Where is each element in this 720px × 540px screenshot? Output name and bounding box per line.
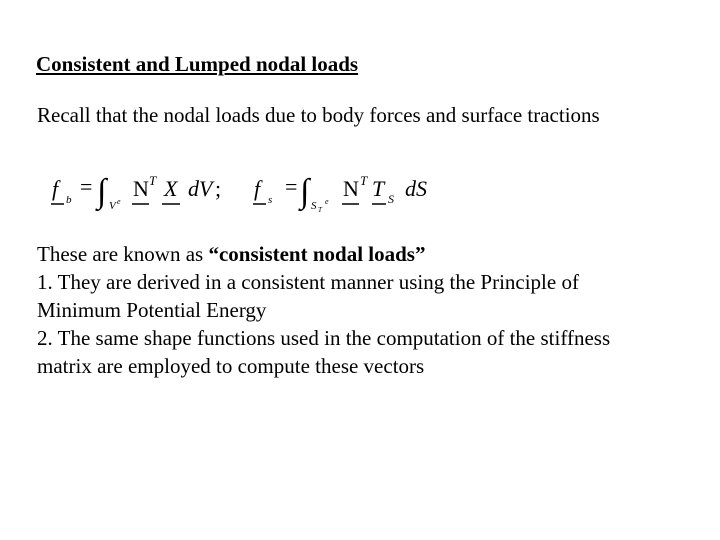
eq2-force-sub: S <box>388 192 394 206</box>
eq1-equals: = <box>80 174 93 199</box>
body-line-1 <box>37 240 707 268</box>
eq2-force: T <box>372 176 385 201</box>
body-text <box>37 240 707 380</box>
eq2-integral-sub2: T <box>318 206 322 214</box>
eq1-integral-sub: V <box>109 200 116 212</box>
body-line-1-prefix: These are known as <box>37 242 209 266</box>
eq2-integral: ∫ <box>300 173 310 210</box>
equations-block <box>0 160 720 220</box>
eq2-shape-sup: T <box>360 173 368 188</box>
body-line-3: Minimum Potential Energy <box>37 298 267 322</box>
equations-svg <box>0 160 720 220</box>
eq2-equals: = <box>285 174 298 199</box>
slide-title: Consistent and Lumped nodal loads <box>36 52 359 76</box>
eq1-force: X <box>164 176 178 201</box>
consistent-nodal-loads-term: “consistent nodal loads” <box>208 242 426 266</box>
eq1-shape-sup: T <box>149 173 157 188</box>
eq2-differential: dS <box>405 176 427 201</box>
eq1-differential: dV <box>188 176 213 201</box>
eq1-separator: ; <box>215 176 222 201</box>
eq1-lhs-symbol: f <box>52 176 59 201</box>
eq2-lhs-symbol: f <box>254 176 261 201</box>
eq1-integral-sup: e <box>117 197 121 206</box>
intro-text: Recall that the nodal loads due to body forces and surface tractions <box>37 103 600 127</box>
eq2-integral-sub: S <box>311 200 317 212</box>
eq1-lhs-sub: b <box>66 194 72 206</box>
body-line-4: 2. The same shape functions used in the computation of the stiffness <box>37 326 611 350</box>
eq2-integral-sup: e <box>325 197 329 206</box>
equation-surface-traction <box>253 173 427 214</box>
eq2-shape-n: N <box>343 176 359 201</box>
equation-body-force <box>51 173 221 212</box>
body-line-5: matrix are employed to compute these vectors <box>37 354 425 378</box>
eq1-integral: ∫ <box>97 173 107 210</box>
eq1-shape-n: N <box>133 176 149 201</box>
body-line-2: 1. They are derived in a consistent manner using the Principle of <box>37 270 579 294</box>
eq2-lhs-sub: s <box>268 194 273 206</box>
